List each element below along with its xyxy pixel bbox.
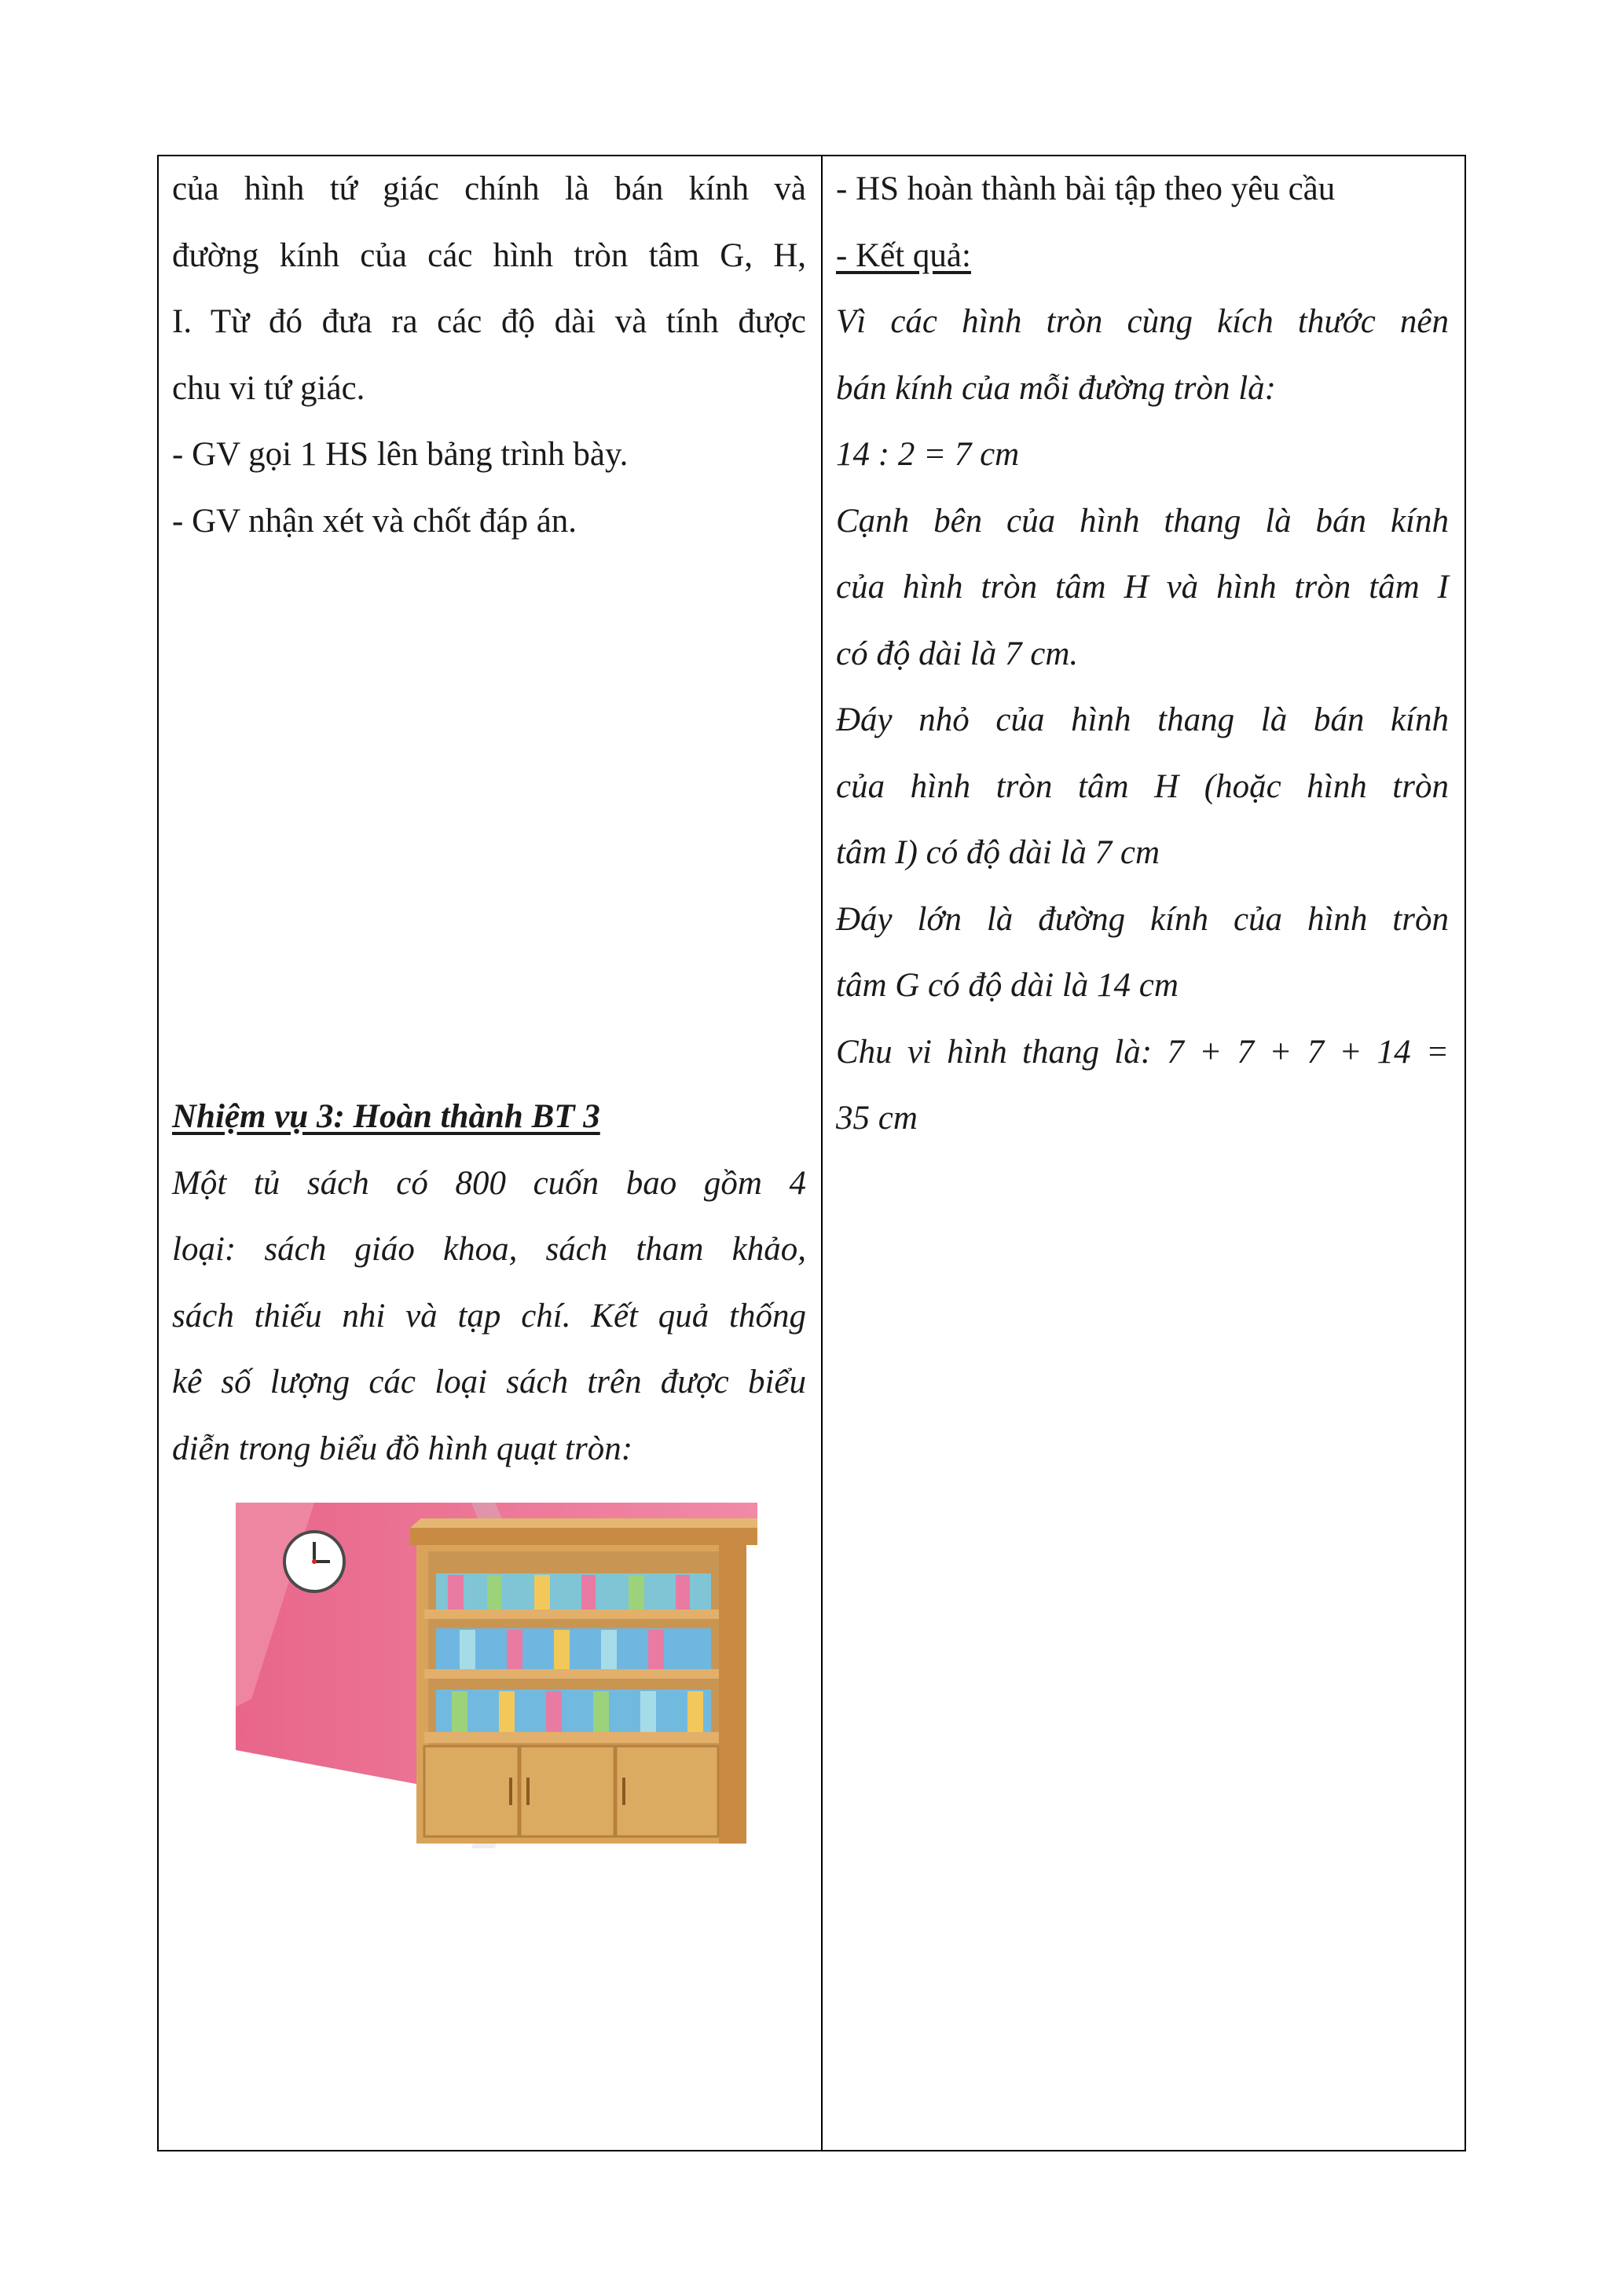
bookshelf-illustration [236, 1503, 757, 1848]
intro-line: I. Từ đó đưa ra các độ dài và tính được [172, 303, 806, 340]
student-action: - HS hoàn thành bài tập theo yêu cầu [836, 170, 1336, 207]
answer-line: Cạnh bên của hình thang là bán kính [836, 502, 1449, 540]
answer-line: Vì các hình tròn cùng kích thước nên [836, 303, 1449, 340]
clock-icon [284, 1532, 344, 1591]
intro-line: của hình tứ giác chính là bán kính và [172, 170, 806, 207]
book-row-top [436, 1573, 711, 1609]
bookshelf [410, 1518, 757, 1844]
answer-line: có độ dài là 7 cm. [836, 635, 1079, 672]
book-row-bottom [436, 1690, 711, 1732]
intro-line: đường kính của các hình tròn tâm G, H, [172, 236, 806, 274]
answer-line: bán kính của mỗi đường tròn là: [836, 369, 1276, 407]
answer-line: Đáy nhỏ của hình thang là bán kính [836, 701, 1449, 738]
answer-line: 35 cm [836, 1100, 918, 1137]
answer-line: 14 : 2 = 7 cm [836, 436, 1020, 473]
answer-line: của hình tròn tâm H và hình tròn tâm I [836, 569, 1449, 606]
task3-block [172, 1084, 806, 1482]
lesson-table [157, 155, 1466, 2151]
student-activity-column [836, 156, 1449, 1152]
cabinet-doors [424, 1746, 718, 1836]
task3-line: Một tủ sách có 800 cuốn bao gồm 4 [172, 1164, 806, 1202]
task3-line: loại: sách giáo khoa, sách tham khảo, [172, 1231, 806, 1268]
step-board: - GV gọi 1 HS lên bảng trình bày. [172, 436, 629, 473]
answer-line: Chu vi hình thang là: 7 + 7 + 7 + 14 = [836, 1033, 1449, 1071]
task3-line: kê số lượng các loại sách trên được biểu [172, 1364, 806, 1401]
answer-line: tâm I) có độ dài là 7 cm [836, 834, 1160, 871]
column-divider [821, 156, 823, 2150]
task3-line: sách thiếu nhi và tạp chí. Kết quả thống [172, 1297, 806, 1335]
answer-line: của hình tròn tâm H (hoặc hình tròn [836, 767, 1449, 805]
teacher-activity-column [172, 156, 806, 1467]
step-review: - GV nhận xét và chốt đáp án. [172, 502, 577, 540]
book-row-middle [436, 1628, 711, 1669]
intro-line: chu vi tứ giác. [172, 369, 365, 407]
result-label: - Kết quả: [836, 236, 971, 274]
answer-line: tâm G có độ dài là 14 cm [836, 967, 1179, 1004]
task3-line: diễn trong biểu đồ hình quạt tròn: [172, 1430, 633, 1467]
answer-line: Đáy lớn là đường kính của hình tròn [836, 900, 1449, 938]
task3-heading: Nhiệm vụ 3: Hoàn thành BT 3 [172, 1098, 600, 1135]
